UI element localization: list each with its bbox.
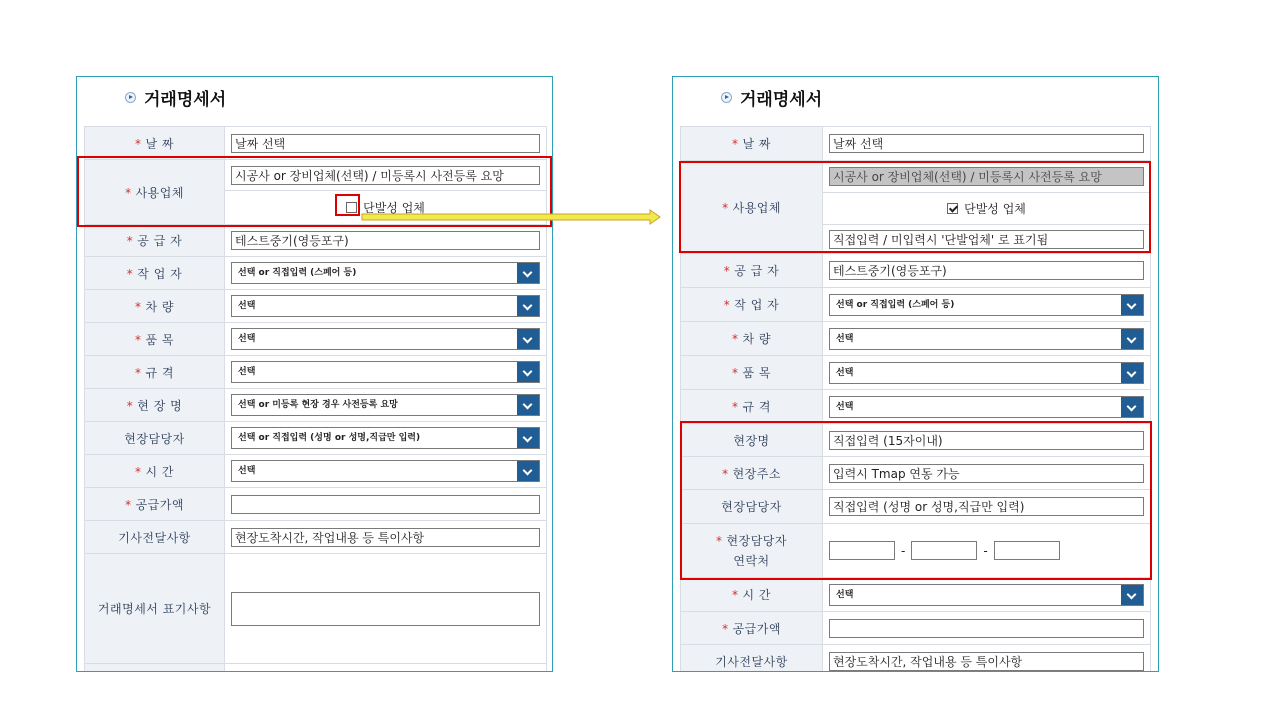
chevron-down-icon[interactable] xyxy=(517,395,539,415)
row-vehicle: * 차 량 선택 xyxy=(681,322,1151,356)
row-site-name: 현장명 직접입력 (15자이내) xyxy=(681,424,1151,457)
site-address-input[interactable]: 입력시 Tmap 연동 가능 xyxy=(829,464,1144,483)
row-driver-note: 기사전달사항 현장도착시간, 작업내용 등 특이사항 xyxy=(681,645,1151,673)
one-time-company-checkbox[interactable] xyxy=(947,203,958,214)
time-select[interactable]: 선택 xyxy=(231,460,540,482)
chevron-down-icon[interactable] xyxy=(517,329,539,349)
item-select[interactable]: 선택 xyxy=(231,328,540,350)
row-driver-note: 기사전달사항 현장도착시간, 작업내용 등 특이사항 xyxy=(85,521,547,554)
invoice-form-before xyxy=(76,76,553,672)
driver-note-input[interactable]: 현장도착시간, 작업내용 등 특이사항 xyxy=(231,528,540,547)
vehicle-select[interactable]: 선택 xyxy=(231,295,540,317)
worker-select[interactable]: 선택 or 직접입력 (스페어 등) xyxy=(829,294,1144,316)
row-site-manager: 현장담당자 선택 or 직접입력 (성명 or 성명,직급만 입력) xyxy=(85,422,547,455)
supply-price-input[interactable] xyxy=(829,619,1144,638)
row-time: * 시 간 선택 xyxy=(85,455,547,488)
play-bullet-icon xyxy=(721,92,732,103)
row-vehicle: * 차 량 선택 xyxy=(85,290,547,323)
one-time-company-checkbox[interactable] xyxy=(346,202,357,213)
row-spec: * 규 격 선택 xyxy=(681,390,1151,424)
chevron-down-icon[interactable] xyxy=(517,362,539,382)
phone-part1-input[interactable] xyxy=(829,541,895,560)
worker-select[interactable]: 선택 or 직접입력 (스페어 등) xyxy=(231,262,540,284)
row-supplier: * 공 급 자 테스트중기(영등포구) xyxy=(85,225,547,257)
row-one-time-company: 단발성 업체 xyxy=(85,191,547,225)
row-worker: * 작 업 자 선택 or 직접입력 (스페어 등) xyxy=(85,257,547,290)
row-time: * 시 간 선택 xyxy=(681,578,1151,612)
invoice-form-after xyxy=(672,76,1159,672)
spec-select[interactable]: 선택 xyxy=(231,361,540,383)
spec-select[interactable]: 선택 xyxy=(829,396,1144,418)
form-table xyxy=(84,126,547,672)
site-select[interactable]: 선택 or 미등록 현장 경우 사전등록 요망 xyxy=(231,394,540,416)
row-worker: * 작 업 자 선택 or 직접입력 (스페어 등) xyxy=(681,288,1151,322)
row-item: * 품 목 선택 xyxy=(681,356,1151,390)
form-title: 거래명세서 xyxy=(125,83,226,111)
chevron-down-icon[interactable] xyxy=(517,461,539,481)
row-supply-price: * 공급가액 xyxy=(681,612,1151,645)
site-manager-input[interactable]: 직접입력 (성명 or 성명,직급만 입력) xyxy=(829,497,1144,516)
company-input-disabled: 시공사 or 장비업체(선택) / 미등록시 사전등록 요망 xyxy=(829,167,1144,186)
company-direct-input[interactable]: 직접입력 / 미입력시 '단발업체' 로 표기됨 xyxy=(829,230,1144,249)
form-title: 거래명세서 xyxy=(721,83,822,111)
phone-part2-input[interactable] xyxy=(911,541,977,560)
row-site: * 현 장 명 선택 or 미등록 현장 경우 사전등록 요망 xyxy=(85,389,547,422)
vehicle-select[interactable]: 선택 xyxy=(829,328,1144,350)
row-site-contact: * 현장담당자 연락처 - - xyxy=(681,524,1151,578)
row-site-manager: 현장담당자 직접입력 (성명 or 성명,직급만 입력) xyxy=(681,490,1151,524)
row-supplier: * 공 급 자 테스트중기(영등포구) xyxy=(681,254,1151,288)
site-manager-select[interactable]: 선택 or 직접입력 (성명 or 성명,직급만 입력) xyxy=(231,427,540,449)
invoice-note-textarea[interactable] xyxy=(231,592,540,626)
phone-part3-input[interactable] xyxy=(994,541,1060,560)
supplier-input[interactable]: 테스트중기(영등포구) xyxy=(231,231,540,250)
date-input[interactable]: 날짜 선택 xyxy=(829,134,1144,153)
row-one-time-company: 단발성 업체 xyxy=(681,193,1151,225)
chevron-down-icon[interactable] xyxy=(1121,397,1143,417)
chevron-down-icon[interactable] xyxy=(1121,585,1143,605)
chevron-down-icon[interactable] xyxy=(517,296,539,316)
row-company: * 사용업체 시공사 or 장비업체(선택) / 미등록시 사전등록 요망 xyxy=(681,161,1151,193)
chevron-down-icon[interactable] xyxy=(1121,363,1143,383)
row-date: * 날 짜 날짜 선택 xyxy=(681,127,1151,161)
transition-arrow-icon xyxy=(360,209,662,225)
supply-price-input[interactable] xyxy=(231,495,540,514)
row-item: * 품 목 선택 xyxy=(85,323,547,356)
row-company: * 사용업체 시공사 or 장비업체(선택) / 미등록시 사전등록 요망 xyxy=(85,160,547,191)
date-input[interactable]: 날짜 선택 xyxy=(231,134,540,153)
time-select[interactable]: 선택 xyxy=(829,584,1144,606)
row-supply-price: * 공급가액 xyxy=(85,488,547,521)
site-name-input[interactable]: 직접입력 (15자이내) xyxy=(829,431,1144,450)
play-bullet-icon xyxy=(125,92,136,103)
driver-note-input[interactable]: 현장도착시간, 작업내용 등 특이사항 xyxy=(829,652,1144,671)
row-site-address: * 현장주소 입력시 Tmap 연동 가능 xyxy=(681,457,1151,490)
chevron-down-icon[interactable] xyxy=(517,263,539,283)
supplier-input[interactable]: 테스트중기(영등포구) xyxy=(829,261,1144,280)
chevron-down-icon[interactable] xyxy=(1121,329,1143,349)
item-select[interactable]: 선택 xyxy=(829,362,1144,384)
row-spec: * 규 격 선택 xyxy=(85,356,547,389)
row-date: * 날 짜 날짜 선택 xyxy=(85,127,547,160)
form-table xyxy=(680,126,1151,672)
chevron-down-icon[interactable] xyxy=(517,428,539,448)
chevron-down-icon[interactable] xyxy=(1121,295,1143,315)
row-invoice-note: 거래명세서 표기사항 xyxy=(85,554,547,664)
company-input[interactable]: 시공사 or 장비업체(선택) / 미등록시 사전등록 요망 xyxy=(231,166,540,185)
